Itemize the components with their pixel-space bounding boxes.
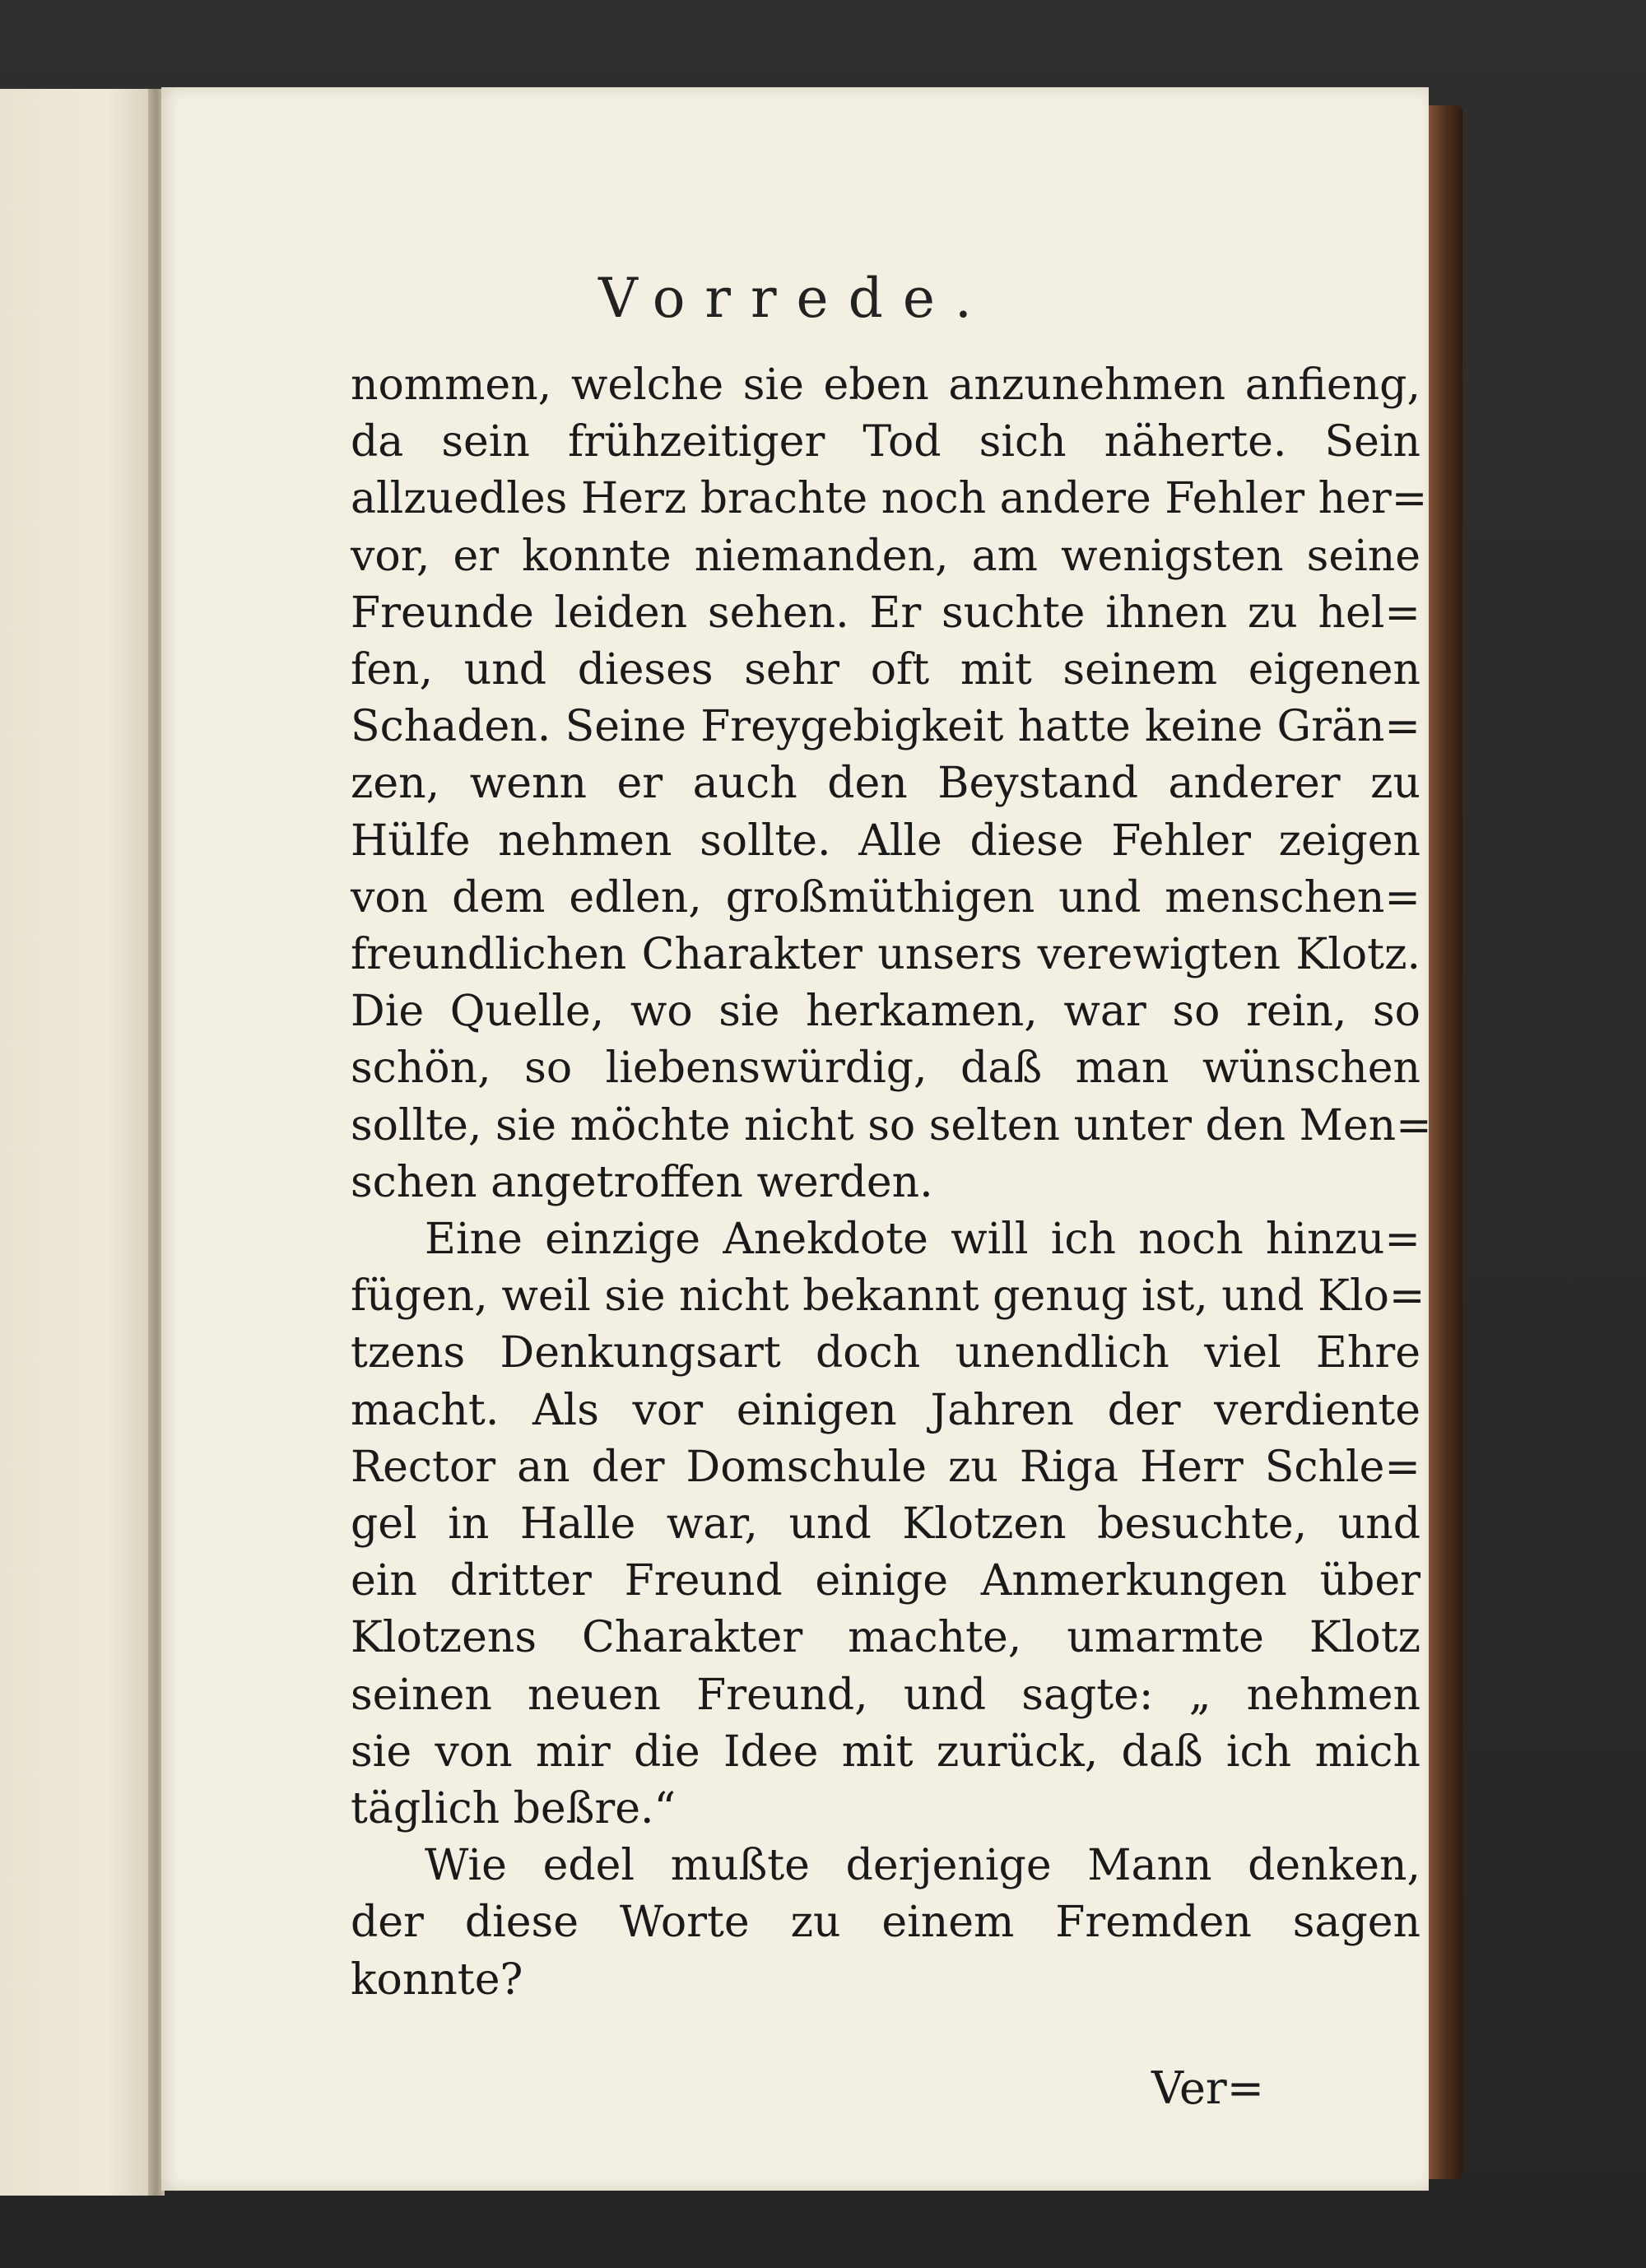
text-line: ein dritter Freund einige Anmerkungen über bbox=[351, 1556, 1420, 1606]
text-line: vor, er konnte niemanden, am wenigsten seine bbox=[351, 531, 1420, 581]
text-line: freundlichen Charakter unsers verewigten Klotz. bbox=[351, 930, 1420, 980]
text-line: sollte, sie möchte nicht so selten unter den Men= bbox=[351, 1100, 1432, 1150]
text-line: Rector an der Domschule zu Riga Herr Schle= bbox=[351, 1442, 1420, 1492]
text-line: Freunde leiden sehen. Er suchte ihnen zu hel= bbox=[351, 588, 1420, 638]
text-line: von dem edlen, großmüthigen und menschen= bbox=[351, 872, 1420, 923]
text-line: täglich beßre.“ bbox=[351, 1784, 677, 1834]
running-head: Vorrede. bbox=[598, 267, 992, 330]
text-line: Wie edel mußte derjenige Mann denken, bbox=[425, 1841, 1420, 1891]
text-line: seinen neuen Freund, und sagte: „ nehmen bbox=[351, 1670, 1420, 1720]
text-line: Schaden. Seine Freygebigkeit hatte keine Grän= bbox=[351, 702, 1420, 752]
text-line: fen, und dieses sehr oft mit seinem eigenen bbox=[351, 645, 1420, 695]
text-line: Klotzens Charakter machte, umarmte Klotz bbox=[351, 1613, 1420, 1663]
text-line: konnte? bbox=[351, 1954, 523, 2005]
catchword: Ver= bbox=[1151, 2062, 1264, 2114]
text-line: schen angetroffen werden. bbox=[351, 1157, 933, 1207]
page-body-text bbox=[351, 357, 1432, 2009]
text-line: der diese Worte zu einem Fremden sagen bbox=[351, 1898, 1420, 1948]
text-line: da sein frühzeitiger Tod sich näherte. Sein bbox=[351, 417, 1420, 467]
text-line: tzens Denkungsart doch unendlich viel Ehre bbox=[351, 1328, 1420, 1378]
text-line: Eine einzige Anekdote will ich noch hinzu= bbox=[425, 1215, 1420, 1265]
book-page bbox=[161, 87, 1432, 2191]
text-line: nommen, welche sie eben anzunehmen anfieng, bbox=[351, 360, 1420, 410]
left-page-edge bbox=[0, 89, 153, 2196]
text-line: Die Quelle, wo sie herkamen, war so rein, so bbox=[351, 987, 1420, 1037]
text-line: gel in Halle war, und Klotzen besuchte, und bbox=[351, 1499, 1420, 1550]
text-line: fügen, weil sie nicht bekannt genug ist, und Klo= bbox=[351, 1271, 1425, 1322]
text-line: macht. Als vor einigen Jahren der verdiente bbox=[351, 1385, 1420, 1435]
text-line: zen, wenn er auch den Beystand anderer zu bbox=[351, 759, 1420, 809]
text-line: Hülfe nehmen sollte. Alle diese Fehler zeigen bbox=[351, 816, 1420, 866]
text-line: sie von mir die Idee mit zurück, daß ich mich bbox=[351, 1727, 1420, 1777]
text-line: schön, so liebenswürdig, daß man wünschen bbox=[351, 1043, 1420, 1094]
text-line: allzuedles Herz brachte noch andere Fehler her= bbox=[351, 474, 1428, 524]
